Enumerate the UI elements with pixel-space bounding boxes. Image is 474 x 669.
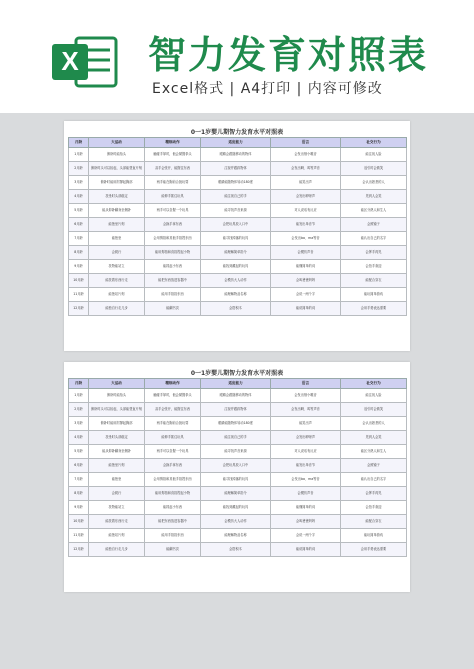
banner-header (0, 0, 474, 113)
table-cell: 能扶着东西行走 (89, 274, 145, 288)
table-cell: 会发出ba、ma等音 (271, 232, 341, 246)
column-header: 语言 (271, 379, 341, 389)
table-cell: 能注视自己的手 (201, 190, 271, 204)
table-row (69, 190, 407, 204)
table-cell: 能翻书页 (145, 302, 201, 316)
column-header: 适应能力 (201, 379, 271, 389)
table-cell: 2月龄 (69, 162, 89, 176)
table-cell: 能配合穿衣 (341, 515, 407, 529)
table-row (69, 274, 407, 288)
table-cell: 会把玩具放入口中 (201, 218, 271, 232)
table-row (69, 445, 407, 459)
table-cell: 能独坐 (89, 473, 145, 487)
table-cell: 能寻找掉落的玩具 (201, 232, 271, 246)
table-cell: 见到人会笑 (341, 190, 407, 204)
table-cell: 会爬行 (89, 487, 145, 501)
table-cell: 能笑出声 (271, 417, 341, 431)
table-cell: 扶物能站立 (89, 260, 145, 274)
table-cell: 会拍手欢迎 (341, 501, 407, 515)
table-row (69, 218, 407, 232)
table-cell: 能抓起小东西 (145, 501, 201, 515)
table-cell: 10月龄 (69, 515, 89, 529)
column-header: 大运动 (89, 379, 145, 389)
table-cell: 触碰手掌时，他会紧握拳头 (145, 389, 201, 403)
table-cell: 两手能在胸前合拢玩耍 (145, 176, 201, 190)
table-cell: 4月龄 (69, 431, 89, 445)
table-row (69, 459, 407, 473)
table-cell: 会叫爸爸妈妈 (271, 274, 341, 288)
column-header: 语言 (271, 138, 341, 148)
table-row (69, 487, 407, 501)
table-cell: 俯卧时能抬头 (89, 148, 145, 162)
table-cell: 见到人会笑 (341, 431, 407, 445)
table-cell: 注视并跟踪物体 (201, 162, 271, 176)
table-cell: 会认出熟悉的人 (341, 176, 407, 190)
table-cell: 会用拇指和其他手指捏东西 (145, 232, 201, 246)
table-cell: 扶坐时头部稳定 (89, 431, 145, 445)
table-cell: 7月龄 (69, 473, 89, 487)
table-cell: 会用拇指和其他手指捏东西 (145, 473, 201, 487)
table-cell: 能寻找掉落的玩具 (201, 473, 271, 487)
table-cell: 会模仿大人动作 (201, 515, 271, 529)
table-cell: 双手会张开，能握住东西 (145, 403, 201, 417)
table-cell: 能发出单音节 (271, 459, 341, 473)
development-table (68, 137, 407, 316)
table-cell: 两手可以各握一个玩具 (145, 445, 201, 459)
sheet-title: 0一1岁婴儿期智力发育水平对照表 (190, 129, 284, 136)
table-cell: 能独坐片刻 (89, 459, 145, 473)
table-cell: 能找到藏起的玩具 (201, 501, 271, 515)
table-cell: 能找到藏起的玩具 (201, 260, 271, 274)
table-cell: 会认出熟悉的人 (341, 417, 407, 431)
table-cell: 5月龄 (69, 445, 89, 459)
table-cell: 10月龄 (69, 274, 89, 288)
table-cell: 双手会张开，能握住东西 (145, 162, 201, 176)
table-cell: 能玩简单游戏 (341, 529, 407, 543)
table-header-row (69, 379, 407, 389)
table-cell: 会模仿大人动作 (201, 274, 271, 288)
table-cell: 会搭积木 (201, 543, 271, 557)
table-cell: 俯卧时能抬头 (89, 389, 145, 403)
table-cell: 会模仿声音 (271, 487, 341, 501)
table-cell: 能区分熟人和生人 (341, 445, 407, 459)
table-cell: 俯卧时能用肘撑起胸部 (89, 417, 145, 431)
table-cell: 眼睛能随物体转动180度 (201, 417, 271, 431)
table-cell: 两手可以各握一个玩具 (145, 204, 201, 218)
table-cell: 会用手势表达需要 (341, 302, 407, 316)
table-cell: 能用手指指东西 (145, 529, 201, 543)
table-cell: 能用拇指和食指捏起小物 (145, 487, 201, 501)
table-cell: 会挥手再见 (341, 246, 407, 260)
table-cell: 俯卧时能用肘撑起胸部 (89, 176, 145, 190)
table-cell: 1月龄 (69, 148, 89, 162)
table-cell: 会挥手再见 (341, 487, 407, 501)
table-cell: 能抓起小东西 (145, 260, 201, 274)
table-cell: 11月龄 (69, 288, 89, 302)
column-header: 适应能力 (201, 138, 271, 148)
table-cell: 逗引时会微笑 (341, 403, 407, 417)
table-cell: 能独坐 (89, 232, 145, 246)
table-cell: 对人说话有反应 (271, 445, 341, 459)
table-cell: 能从仰卧翻身至侧卧 (89, 204, 145, 218)
table-cell: 能把东西放进容器中 (145, 274, 201, 288)
table-cell: 能理解物品名称 (201, 529, 271, 543)
table-cell: 能懂简单的词 (271, 501, 341, 515)
table-cell: 眼睛会跟随移动的物体 (201, 389, 271, 403)
table-cell: 能配合穿衣 (341, 274, 407, 288)
table-cell: 会叫爸爸妈妈 (271, 515, 341, 529)
sheet-preview-1 (64, 121, 410, 351)
table-cell: 会把玩具放入口中 (201, 459, 271, 473)
table-cell: 两手能在胸前合拢玩耍 (145, 417, 201, 431)
table-cell: 能懂简单的词 (271, 260, 341, 274)
table-row (69, 529, 407, 543)
table-cell: 能认出自己的名字 (341, 232, 407, 246)
table-cell: 12月龄 (69, 543, 89, 557)
table-cell: 会发出咿呀声 (271, 190, 341, 204)
table-cell: 能寻找声音来源 (201, 204, 271, 218)
table-row (69, 501, 407, 515)
table-cell: 眼睛会跟随移动的物体 (201, 148, 271, 162)
table-row (69, 246, 407, 260)
table-cell: 6月龄 (69, 218, 89, 232)
column-header: 精细动作 (145, 138, 201, 148)
table-cell: 能说简单的词 (271, 302, 341, 316)
table-row (69, 417, 407, 431)
table-row (69, 148, 407, 162)
table-cell: 能伸手抓住玩具 (145, 190, 201, 204)
table-cell: 会模仿声音 (271, 246, 341, 260)
page-subtitle: Excel格式 | A4打印 | 内容可修改 (152, 81, 383, 97)
table-cell: 能从仰卧翻身至侧卧 (89, 445, 145, 459)
table-cell: 能玩简单游戏 (341, 288, 407, 302)
table-row (69, 232, 407, 246)
table-cell: 能用拇指和食指捏起小物 (145, 246, 201, 260)
table-cell: 会换手拿东西 (145, 459, 201, 473)
table-cell: 会说一两个字 (271, 529, 341, 543)
table-row (69, 176, 407, 190)
table-cell: 能寻找声音来源 (201, 445, 271, 459)
table-cell: 11月龄 (69, 529, 89, 543)
table-cell: 7月龄 (69, 232, 89, 246)
table-cell: 能理解简单指令 (201, 246, 271, 260)
table-row (69, 515, 407, 529)
svg-text:X: X (61, 46, 79, 76)
table-cell: 会发出细小喉音 (271, 389, 341, 403)
table-cell: 4月龄 (69, 190, 89, 204)
table-row (69, 389, 407, 403)
table-cell: 3月龄 (69, 176, 89, 190)
table-row (69, 288, 407, 302)
table-cell: 8月龄 (69, 246, 89, 260)
table-cell: 扶物能站立 (89, 501, 145, 515)
table-header-row (69, 138, 407, 148)
table-cell: 会爬行 (89, 246, 145, 260)
table-row (69, 543, 407, 557)
table-cell: 能伸手抓住玩具 (145, 431, 201, 445)
column-header: 精细动作 (145, 379, 201, 389)
table-cell: 能注视自己的手 (201, 431, 271, 445)
table-cell: 9月龄 (69, 501, 89, 515)
column-header: 大运动 (89, 138, 145, 148)
table-cell: 触碰手掌时，他会紧握拳头 (145, 148, 201, 162)
table-cell: 能扶着东西行走 (89, 515, 145, 529)
table-row (69, 403, 407, 417)
table-cell: 会发出细小喉音 (271, 148, 341, 162)
table-cell: 会拍手欢迎 (341, 260, 407, 274)
table-cell: 会照镜子 (341, 218, 407, 232)
table-cell: 能独坐片刻 (89, 218, 145, 232)
excel-logo-icon (50, 34, 120, 90)
table-cell: 能注视人脸 (341, 389, 407, 403)
table-cell: 1月龄 (69, 389, 89, 403)
table-cell: 6月龄 (69, 459, 89, 473)
table-cell: 会换手拿东西 (145, 218, 201, 232)
table-cell: 能独自行走几步 (89, 543, 145, 557)
table-cell: 会发出咿呀声 (271, 431, 341, 445)
table-cell: 眼睛能随物体转动180度 (201, 176, 271, 190)
table-cell: 能独自行走几步 (89, 302, 145, 316)
table-cell: 5月龄 (69, 204, 89, 218)
table-cell: 能注视人脸 (341, 148, 407, 162)
page-title: 智力发育对照表 (148, 33, 429, 77)
table-cell: 能认出自己的名字 (341, 473, 407, 487)
table-cell: 逗引时会微笑 (341, 162, 407, 176)
table-cell: 能理解简单指令 (201, 487, 271, 501)
table-cell: 会发出啊、呜等声音 (271, 403, 341, 417)
table-cell: 能翻书页 (145, 543, 201, 557)
table-cell: 9月龄 (69, 260, 89, 274)
table-cell: 俯卧时头可以抬起，头部能竖直片刻 (89, 162, 145, 176)
table-row (69, 473, 407, 487)
column-header: 月龄 (69, 138, 89, 148)
table-row (69, 162, 407, 176)
table-row (69, 204, 407, 218)
table-cell: 能区分熟人和生人 (341, 204, 407, 218)
column-header: 社交行为 (341, 138, 407, 148)
table-row (69, 260, 407, 274)
sheet-preview-2 (64, 362, 410, 592)
table-cell: 能独站片刻 (89, 529, 145, 543)
sheet-title: 0一1岁婴儿期智力发育水平对照表 (190, 370, 284, 377)
column-header: 社交行为 (341, 379, 407, 389)
table-cell: 12月龄 (69, 302, 89, 316)
table-cell: 能说简单的词 (271, 543, 341, 557)
table-cell: 俯卧时头可以抬起，头部能竖直片刻 (89, 403, 145, 417)
table-cell: 会照镜子 (341, 459, 407, 473)
table-cell: 2月龄 (69, 403, 89, 417)
table-cell: 3月龄 (69, 417, 89, 431)
table-cell: 会发出啊、呜等声音 (271, 162, 341, 176)
table-cell: 能独站片刻 (89, 288, 145, 302)
table-cell: 扶坐时头部稳定 (89, 190, 145, 204)
table-cell: 能用手指指东西 (145, 288, 201, 302)
column-header: 月龄 (69, 379, 89, 389)
table-cell: 对人说话有反应 (271, 204, 341, 218)
table-cell: 能发出单音节 (271, 218, 341, 232)
table-cell: 会发出ba、ma等音 (271, 473, 341, 487)
table-cell: 8月龄 (69, 487, 89, 501)
table-cell: 能理解物品名称 (201, 288, 271, 302)
table-cell: 会搭积木 (201, 302, 271, 316)
table-cell: 能笑出声 (271, 176, 341, 190)
table-cell: 会说一两个字 (271, 288, 341, 302)
table-cell: 能把东西放进容器中 (145, 515, 201, 529)
table-cell: 注视并跟踪物体 (201, 403, 271, 417)
table-row (69, 431, 407, 445)
table-row (69, 302, 407, 316)
development-table (68, 378, 407, 557)
table-cell: 会用手势表达需要 (341, 543, 407, 557)
